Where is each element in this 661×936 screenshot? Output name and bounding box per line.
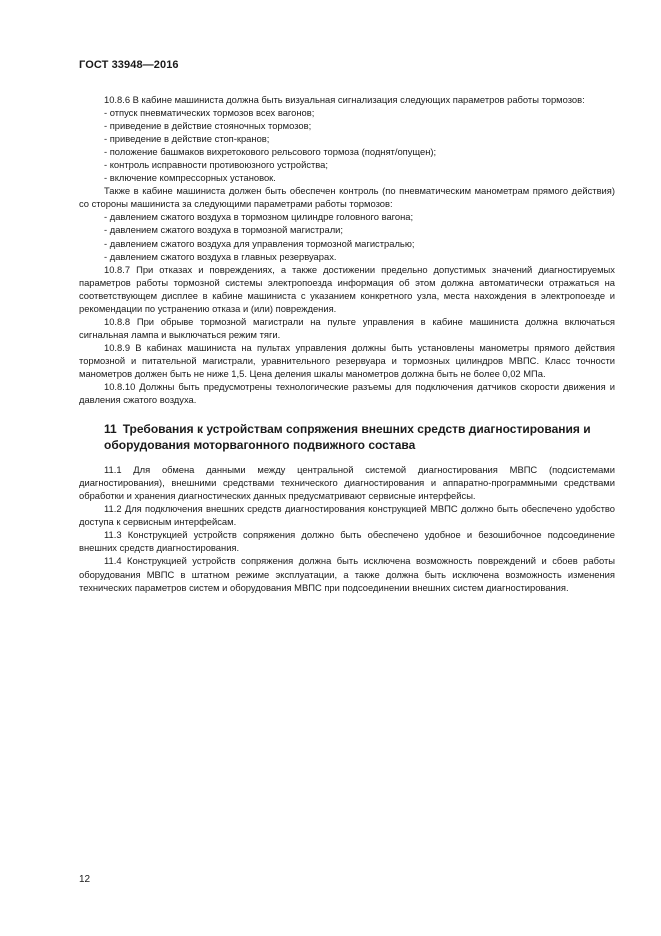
list-item: - приведение в действие стояночных тормозов; [104,120,312,132]
list-item: - отпуск пневматических тормозов всех вагонов; [104,107,315,119]
section-number: 11 [104,422,117,437]
document-code-header: ГОСТ 33948—2016 [79,59,179,71]
list-item: - давлением сжатого воздуха для управления тормозной магистралью; [104,237,415,249]
section-title: Требования к устройствам сопряжения внешних средств диагностирования и оборудования моторвагонного подвижного состава [104,422,591,453]
list-item: - давлением сжатого воздуха в тормозной магистрали; [104,224,344,236]
list-item: - контроль исправности противоюзного устройства; [104,159,328,171]
paragraph-control: Также в кабине машиниста должен быть обеспечен контроль (по пневматическим манометрам прямого действия) со стороны машиниста за следующими параметрами работы тормозов: [79,185,615,210]
page-number: 12 [79,874,91,885]
paragraph-10-8-7: 10.8.7 При отказах и повреждениях, а также достижении предельно допустимых значений диагностируемых параметров работы тормозной системы электропоезда информация об этом должна автоматически отражаться на соответствующем дисплее в кабине машиниста с указанием конкретного узла, места нахождения в электропоезде и рекомендации по устранению отказа и (или) повреждения. [79,263,615,314]
list-item: - приведение в действие стоп-кранов; [104,133,270,145]
paragraph-11-1: 11.1 Для обмена данными между центральной системой диагностирования МВПС (подсистемами диагностирования), внешними средствами технического диагностирования и аппаратно-программными средствами обработки и хранения диагностических данных предусматривают сервисные интерфейсы. [79,464,615,502]
paragraph-11-2: 11.2 Для подключения внешних средств диагностирования конструкцией МВПС должно быть обеспечено удобство доступа к сервисным интерфейсам. [79,503,615,528]
paragraph-10-8-9: 10.8.9 В кабинах машиниста на пультах управления должны быть установлены манометры прямого действия тормозной и питательной магистрали, уравнительного резервуара и тормозных цилиндров МВПС. Класс точности манометров должен быть не ниже 1,5. Цена деления шкалы манометров должна быть не более 0,02 МПа. [79,341,615,379]
list-item: - давлением сжатого воздуха в главных резервуарах. [104,250,337,262]
paragraph-11-3: 11.3 Конструкцией устройств сопряжения должно быть обеспечено удобное и безошибочное подсоединение внешних средств диагностирования. [79,529,615,554]
list-item: - положение башмаков вихретокового рельсового тормоза (поднят/опущен); [104,146,437,158]
paragraph-10-8-6: 10.8.6 В кабине машиниста должна быть визуальная сигнализация следующих параметров работы тормозов: [104,94,585,105]
list-item: - включение компрессорных установок. [104,172,276,184]
paragraph-10-8-10: 10.8.10 Должны быть предусмотрены технологические разъемы для подключения датчиков скорости движения и давления сжатого воздуха. [79,381,615,406]
paragraph-10-8-8: 10.8.8 При обрыве тормозной магистрали на пульте управления в кабине машиниста должна включаться сигнальная лампа и выключаться режим тяги. [79,315,615,340]
section-11-heading [79,421,615,453]
page-content [79,93,615,594]
paragraph-11-4: 11.4 Конструкцией устройств сопряжения должна быть исключена возможность повреждений и сбоев работы оборудования МВПС в штатном режиме эксплуатации, а также должна быть исключена возможность изменения технических параметров систем и оборудования МВПС при подсоединении внешних систем диагностирования. [79,555,615,593]
list-item: - давлением сжатого воздуха в тормозном цилиндре головного вагона; [104,211,414,223]
